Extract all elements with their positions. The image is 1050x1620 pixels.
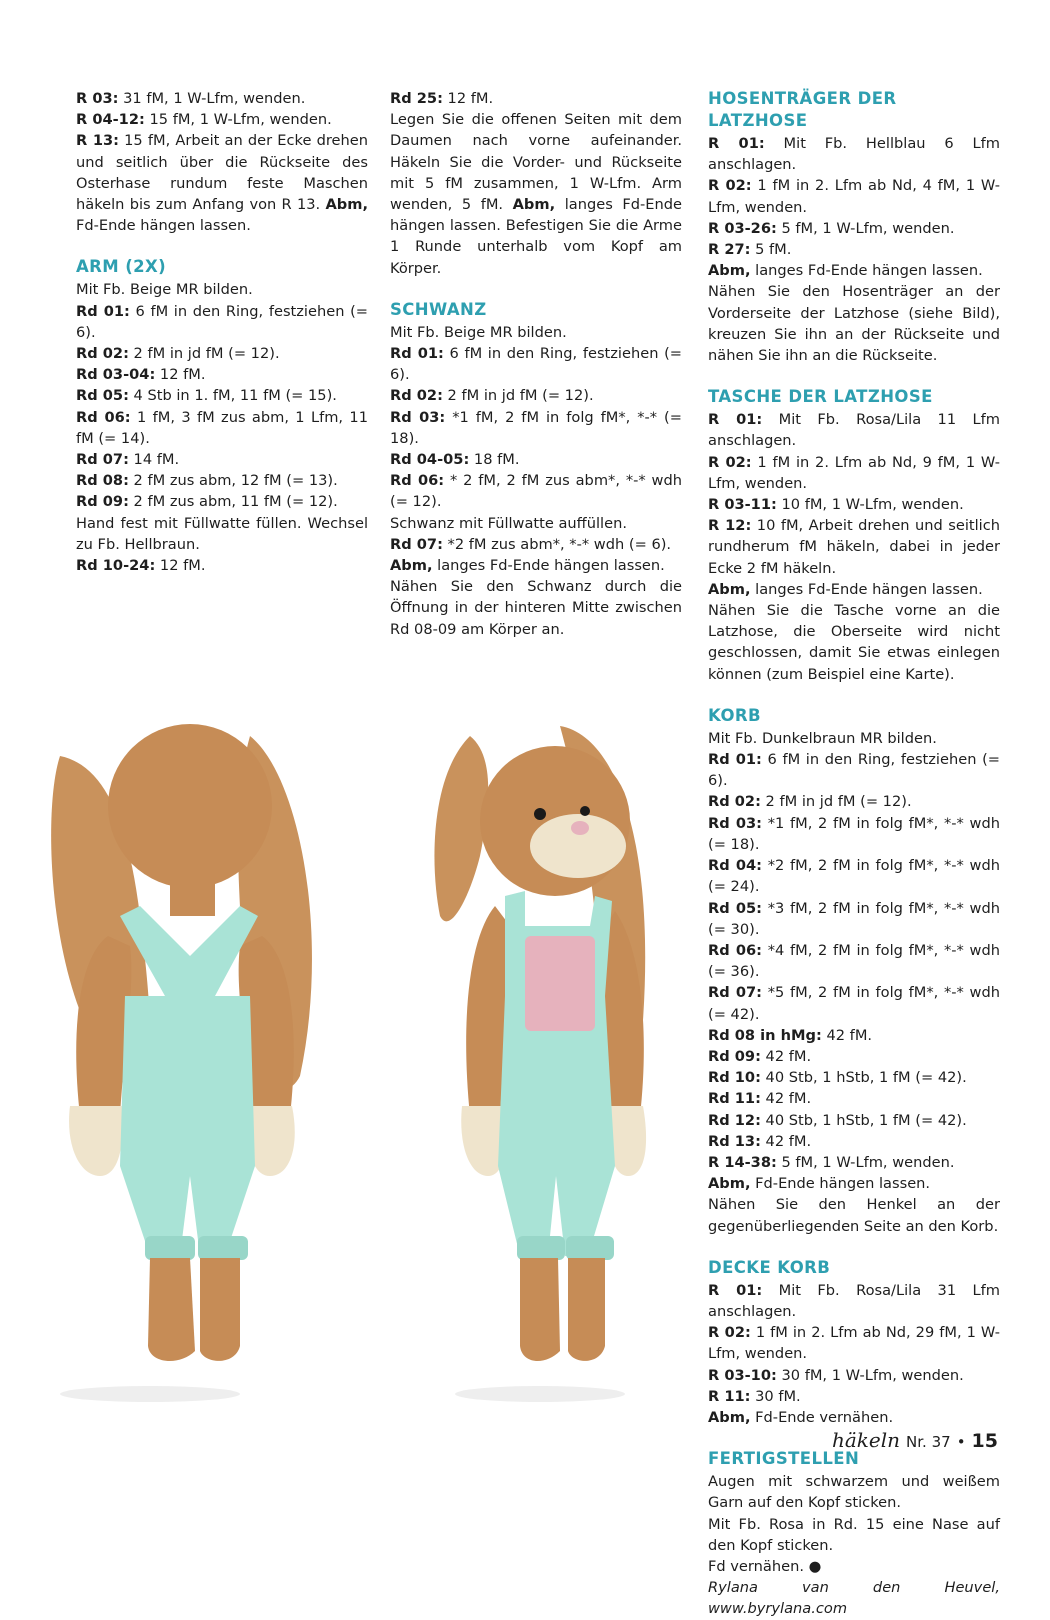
instruction-line [708, 1173, 1000, 1194]
instruction-line [708, 579, 1000, 600]
instruction-text: 5 fM, 1 W-Lfm, wenden. [776, 219, 955, 237]
bold-label: R 27: [708, 241, 751, 259]
section-heading: TASCHE DER LATZHOSE [708, 387, 933, 407]
instruction-line [76, 491, 368, 512]
instruction-line [76, 364, 368, 385]
instruction-text: 40 Stb, 1 hStb, 1 fM (= 42). [760, 1069, 967, 1087]
instruction-text: Legen Sie die offenen Seiten mit dem Daumen nach vorne aufeinander. Häkeln Sie die Vorder- und Rückseite mit 5 fM zusammen, 1 W-Lfm. Arm wenden, 5 fM. [390, 111, 682, 214]
instruction-text: 2 fM in jd fM (= 12). [128, 345, 280, 363]
instruction-text: 40 Stb, 1 hStb, 1 fM (= 42). [760, 1111, 967, 1129]
instruction-line [390, 470, 682, 512]
instruction-line [708, 281, 1000, 366]
section-heading: DECKE KORB [708, 1257, 831, 1277]
bold-label: Rd 03-04: [76, 366, 156, 384]
bold-label: Abm, [708, 1408, 751, 1426]
bold-label: Abm, [708, 262, 751, 280]
bold-label: R 14-38: [708, 1153, 777, 1171]
instruction-text: * 2 fM, 2 fM zus abm*, *-* wdh (= 12). [390, 472, 682, 511]
bold-label: Rd 02: [708, 793, 761, 811]
instruction-text: 2 fM zus abm, 12 fM (= 13). [128, 472, 338, 490]
instruction-text: Augen mit schwarzem und weißem Garn auf den Kopf sticken. [708, 1473, 1000, 1512]
instruction-line [708, 600, 1000, 685]
bold-label: Rd 09: [76, 493, 129, 511]
page-number: 15 [971, 1430, 998, 1452]
instruction-line [708, 1025, 1000, 1046]
instruction-line [708, 260, 1000, 281]
bold-label: R 03-10: [708, 1366, 777, 1384]
instruction-line [390, 343, 682, 385]
instruction-line [708, 1280, 1000, 1322]
issue-number: Nr. 37 [906, 1433, 951, 1451]
instruction-text: Nähen Sie die Tasche vorne an die Latzhose, die Oberseite wird nicht geschlossen, damit Sie etwas einlegen können (zum Beispiel eine Karte). [708, 602, 1000, 683]
instruction-line [390, 449, 682, 470]
instruction-text: 18 fM. [469, 451, 520, 469]
instruction-text: 42 fM. [760, 1132, 812, 1150]
instruction-text: 2 fM in jd fM (= 12). [760, 793, 912, 811]
instruction-text: 15 fM, Arbeit an der Ecke drehen und seitlich über die Rückseite des Osterhase rundum feste Maschen häkeln bis zum Anfang von R 13. [76, 132, 368, 214]
instruction-line [708, 218, 1000, 239]
instruction-line [708, 728, 1000, 749]
page-footer [832, 1428, 998, 1454]
section-heading: HOSENTRÄGER DER LATZHOSE [708, 89, 897, 130]
bold-label: R 01: [708, 1281, 763, 1299]
instruction-line [390, 88, 682, 109]
bold-label: Rd 03: [708, 814, 762, 832]
instruction-line [708, 1514, 1000, 1556]
bold-label: R 02: [708, 453, 752, 471]
instruction-text: 30 fM. [750, 1387, 801, 1405]
instruction-text: Mit Fb. Beige MR bilden. [76, 281, 253, 299]
instruction-text: Mit Fb. Rosa/Lila 31 Lfm anschlagen. [708, 1281, 1000, 1320]
instruction-text: 10 fM, Arbeit drehen und seitlich rundherum fM häkeln, dabei in jeder Ecke 2 fM häkeln. [708, 517, 1000, 577]
instruction-line [708, 1386, 1000, 1407]
instruction-line [708, 1046, 1000, 1067]
bold-label: R 01: [708, 411, 763, 429]
instruction-text: langes Fd-Ende hängen lassen. Befestigen Sie die Arme 1 Runde unterhalb vom Kopf am Körper. [390, 196, 682, 277]
instruction-line [76, 470, 368, 491]
instruction-text: 1 fM in 2. Lfm ab Nd, 4 fM, 1 W-Lfm, wenden. [708, 177, 1000, 216]
instruction-text: 42 fM. [760, 1090, 812, 1108]
instruction-text: langes Fd-Ende hängen lassen. [750, 262, 983, 280]
instruction-line [708, 813, 1000, 855]
bold-label: R 02: [708, 177, 752, 195]
instruction-text: 10 fM, 1 W-Lfm, wenden. [776, 496, 964, 514]
instruction-line [76, 555, 368, 576]
bold-label: R 11: [708, 1387, 751, 1405]
bold-label: R 04-12: [76, 111, 145, 129]
instruction-line [708, 1131, 1000, 1152]
bunny-front-view [434, 726, 646, 1402]
instruction-line [708, 409, 1000, 451]
instruction-line [708, 1152, 1000, 1173]
instruction-text: Schwanz mit Füllwatte auffüllen. [390, 514, 627, 532]
section-heading: SCHWANZ [390, 299, 487, 319]
instruction-line [708, 1194, 1000, 1236]
text-column-3 [708, 88, 1000, 1620]
instruction-text: 6 fM in den Ring, festziehen (= 6). [390, 345, 682, 384]
instruction-line [708, 855, 1000, 897]
instruction-text: 12 fM. [442, 90, 494, 107]
bold-label: R 03-26: [708, 219, 777, 237]
bold-label: Rd 25: [390, 90, 443, 107]
instruction-line [390, 576, 682, 640]
instruction-text: *3 fM, 2 fM in folg fM*, *-* wdh (= 30). [708, 899, 1000, 938]
author-credit [708, 1577, 1000, 1619]
instruction-line [76, 385, 368, 406]
instruction-text: Mit Fb. Beige MR bilden. [390, 323, 567, 341]
bold-label: Rd 05: [76, 387, 129, 405]
instruction-text: Nähen Sie den Hosenträger an der Vorderseite der Latzhose (siehe Bild), kreuzen Sie ihn an der Rückseite und nähen Sie ihn an die Rückseite. [708, 283, 1000, 365]
instruction-text: langes Fd-Ende hängen lassen. [432, 557, 665, 575]
bold-label: Rd 01: [390, 345, 444, 363]
instruction-text: Nähen Sie den Schwanz durch die Öffnung in der hinteren Mitte zwischen Rd 08-09 am Körper an. [390, 578, 682, 638]
bold-label: Rd 06: [76, 408, 131, 426]
bold-label: Rd 07: [76, 451, 129, 469]
text-column-2 [390, 88, 682, 640]
instruction-line [390, 407, 682, 449]
bold-label: R 13: [76, 132, 119, 150]
instruction-text: Mit Fb. Rosa in Rd. 15 eine Nase auf den Kopf sticken. [708, 1515, 1000, 1554]
bold-label: Rd 07: [708, 984, 762, 1002]
instruction-line [708, 1407, 1000, 1428]
instruction-text: 2 fM in jd fM (= 12). [442, 387, 594, 405]
bold-label: Rd 03: [390, 408, 446, 426]
bold-label: R 03-11: [708, 496, 777, 514]
instruction-line [390, 109, 682, 279]
instruction-line [708, 452, 1000, 494]
bold-label: Abm, [325, 196, 368, 214]
instruction-text: 30 fM, 1 W-Lfm, wenden. [776, 1366, 964, 1384]
instruction-text: 1 fM, 3 fM zus abm, 1 Lfm, 11 fM (= 14). [76, 408, 368, 447]
instruction-line [708, 515, 1000, 579]
instruction-text: Hand fest mit Füllwatte füllen. Wechsel zu Fb. Hellbraun. [76, 514, 368, 553]
bold-label: Rd 07: [390, 535, 443, 553]
instruction-text: 15 fM, 1 W-Lfm, wenden. [144, 111, 332, 129]
instruction-text: *1 fM, 2 fM in folg fM*, *-* wdh (= 18). [708, 814, 1000, 853]
instruction-line [390, 513, 682, 534]
instruction-text: Mit Fb. Rosa/Lila 11 Lfm anschlagen. [708, 411, 1000, 450]
bold-label: R 02: [708, 1324, 751, 1342]
instruction-text: *2 fM, 2 fM in folg fM*, *-* wdh (= 24). [708, 857, 1000, 896]
bold-label: Rd 02: [390, 387, 443, 405]
instruction-text: *2 fM zus abm*, *-* wdh (= 6). [442, 535, 672, 553]
text-column-1 [76, 88, 368, 576]
bold-label: Rd 02: [76, 345, 129, 363]
bold-label: R 03: [76, 90, 119, 107]
instruction-line [708, 1471, 1000, 1513]
bold-label: Rd 13: [708, 1132, 761, 1150]
instruction-text: 5 fM, 1 W-Lfm, wenden. [776, 1153, 955, 1171]
bold-label: Rd 09: [708, 1047, 761, 1065]
instruction-line [708, 494, 1000, 515]
instruction-line [390, 534, 682, 555]
instruction-text: 6 fM in den Ring, festziehen (= 6). [76, 302, 368, 341]
bold-label: Rd 06: [708, 941, 762, 959]
bold-label: R 01: [708, 135, 765, 152]
instruction-text: Fd vernähen. ● [708, 1557, 822, 1575]
instruction-text: 2 fM zus abm, 11 fM (= 12). [128, 493, 338, 511]
bold-label: Abm, [512, 196, 556, 214]
bold-label: Rd 05: [708, 899, 762, 917]
instruction-text: 31 fM, 1 W-Lfm, wenden. [118, 90, 306, 107]
instruction-line [708, 982, 1000, 1024]
footer-bullet: • [956, 1433, 966, 1451]
instruction-line [708, 1365, 1000, 1386]
instruction-text: Fd-Ende hängen lassen. [750, 1175, 931, 1193]
section-heading: FERTIGSTELLEN [708, 1449, 860, 1469]
instruction-text: 42 fM. [821, 1026, 873, 1044]
instruction-line [708, 749, 1000, 791]
bold-label: Rd 10: [708, 1069, 761, 1087]
bold-label: Rd 06: [390, 472, 445, 490]
bold-label: Rd 10-24: [76, 557, 156, 575]
instruction-text: langes Fd-Ende hängen lassen. [750, 580, 983, 598]
instruction-line [76, 343, 368, 364]
bold-label: Abm, [390, 557, 433, 575]
instruction-line [708, 1088, 1000, 1109]
bold-label: Rd 08 in hMg: [708, 1026, 822, 1044]
bold-label: R 12: [708, 517, 752, 535]
instruction-text: *1 fM, 2 fM in folg fM*, *-* (= 18). [390, 408, 682, 447]
bold-label: Rd 12: [708, 1111, 761, 1129]
instruction-text: 12 fM. [155, 557, 206, 575]
instruction-text: 4 Stb in 1. fM, 11 fM (= 15). [128, 387, 337, 405]
instruction-line [390, 322, 682, 343]
instruction-line [708, 239, 1000, 260]
instruction-text: *5 fM, 2 fM in folg fM*, *-* wdh (= 42). [708, 984, 1000, 1023]
instruction-line [708, 133, 1000, 175]
instruction-line [390, 555, 682, 576]
magazine-name: häkeln [832, 1428, 901, 1452]
instruction-line [76, 130, 368, 236]
instruction-line [708, 898, 1000, 940]
instruction-text: 6 fM in den Ring, festziehen (= 6). [708, 751, 1000, 790]
instruction-text: 12 fM. [155, 366, 206, 384]
instruction-line [76, 109, 368, 130]
instruction-text: *4 fM, 2 fM in folg fM*, *-* wdh (= 36). [708, 941, 1000, 981]
instruction-text: 1 fM in 2. Lfm ab Nd, 9 fM, 1 W-Lfm, wenden. [708, 453, 1000, 492]
instruction-text: 5 fM. [750, 241, 792, 259]
instruction-line [708, 940, 1000, 982]
instruction-line [390, 385, 682, 406]
instruction-line [76, 513, 368, 555]
instruction-text: 14 fM. [128, 451, 180, 469]
instruction-text: Mit Fb. Dunkelbraun MR bilden. [708, 729, 937, 747]
instruction-text: Fd-Ende vernähen. [750, 1408, 894, 1426]
instruction-line [76, 449, 368, 470]
section-heading: KORB [708, 705, 761, 725]
instruction-text: Fd-Ende hängen lassen. [76, 217, 251, 235]
instruction-line [708, 1322, 1000, 1364]
instruction-text: Mit Fb. Hellblau 6 Lfm anschlagen. [708, 135, 1000, 174]
instruction-line [708, 1110, 1000, 1131]
instruction-line [76, 301, 368, 343]
bold-label: Rd 04-05: [390, 451, 470, 469]
instruction-line [76, 407, 368, 449]
bunny-photo [0, 696, 702, 1412]
bold-label: Rd 11: [708, 1090, 761, 1108]
instruction-line [708, 175, 1000, 217]
bold-label: Rd 04: [708, 857, 762, 875]
bold-label: Rd 01: [708, 751, 762, 769]
instruction-text: Nähen Sie den Henkel an der gegenüberliegenden Seite an den Korb. [708, 1196, 1000, 1235]
bold-label: Abm, [708, 580, 751, 598]
bold-label: Rd 01: [76, 302, 130, 320]
section-heading: ARM (2X) [76, 257, 167, 277]
bold-label: Rd 08: [76, 472, 129, 490]
instruction-text: 42 fM. [760, 1047, 812, 1065]
instruction-line [76, 88, 368, 109]
bold-label: Abm, [708, 1175, 751, 1193]
instruction-text: Rylana van den Heuvel, www.byrylana.com [708, 1579, 1000, 1618]
instruction-line [708, 1067, 1000, 1088]
instruction-line [708, 1556, 1000, 1577]
instruction-line [708, 791, 1000, 812]
instruction-text: 1 fM in 2. Lfm ab Nd, 29 fM, 1 W-Lfm, wenden. [708, 1324, 1001, 1363]
bunny-back-view [51, 724, 312, 1402]
instruction-line [76, 279, 368, 300]
